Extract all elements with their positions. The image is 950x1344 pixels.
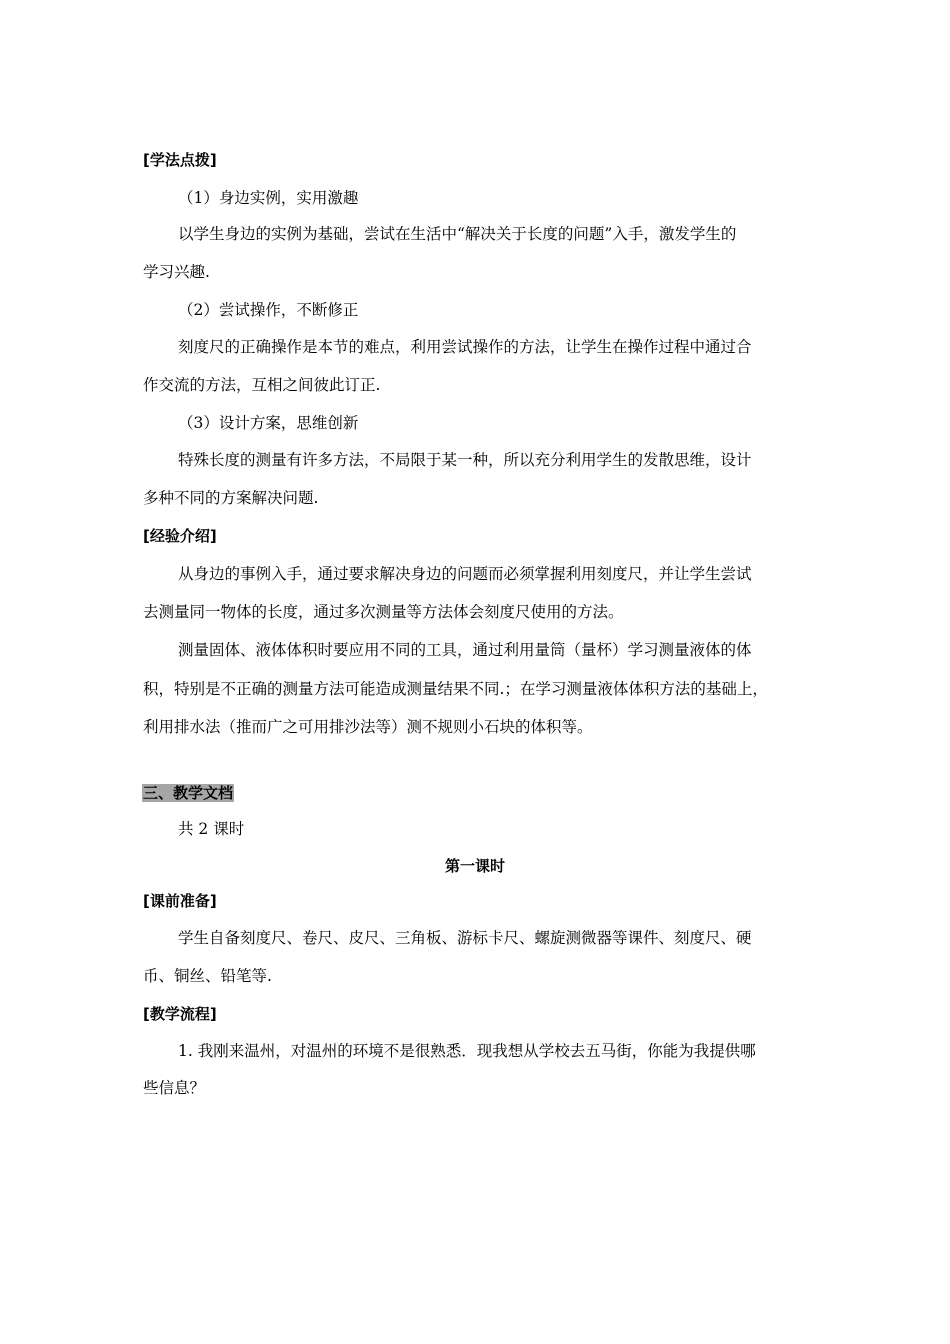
xuefa-item1-title: （1）身边实例，实用激趣 (178, 189, 359, 207)
flow-line2: 些信息？ (143, 1079, 206, 1097)
jingyan-p2-line1: 测量固体、液体体积时要应用不同的工具，通过利用量筒（量杯）学习测量液体的体 (178, 641, 752, 659)
xuefa-heading: [学法点拨] (143, 151, 217, 169)
xuefa-item3-text-line1: 特殊长度的测量有许多方法，不局限于某一种，所以充分利用学生的发散思维，设计 (178, 451, 752, 469)
xuefa-item2-text-line1: 刻度尺的正确操作是本节的难点，利用尝试操作的方法，让学生在操作过程中通过合 (178, 338, 752, 356)
jingyan-heading: [经验介绍] (143, 527, 217, 545)
xuefa-item3-title: （3）设计方案，思维创新 (178, 414, 359, 432)
jingyan-p2-line3: 利用排水法（推而广之可用排沙法等）测不规则小石块的体积等。 (143, 718, 593, 736)
xuefa-item1-text-line2: 学习兴趣. (143, 263, 210, 281)
jingyan-p1-line2: 去测量同一物体的长度，通过多次测量等方法体会刻度尺使用的方法。 (143, 603, 624, 621)
prep-line2: 币、铜丝、铅笔等. (143, 967, 272, 985)
xuefa-item2-title: （2）尝试操作，不断修正 (178, 301, 359, 319)
lesson-title: 第一课时 (444, 857, 505, 875)
section3-title (142, 783, 234, 803)
flow-heading: [教学流程] (143, 1005, 217, 1023)
prep-heading: [课前准备] (143, 892, 217, 910)
xuefa-item2-text-line2: 作交流的方法，互相之间彼此订正. (143, 376, 381, 394)
lesson-total: 共 2 课时 (178, 820, 245, 838)
jingyan-p2-line2: 积，特别是不正确的测量方法可能造成测量结果不同.；在学习测量液体体积方法的基础上， (143, 680, 768, 698)
section3-title-highlight: 三、教学文档 (143, 784, 234, 802)
xuefa-item1-text-line1: 以学生身边的实例为基础，尝试在生活中“解决关于长度的问题”入手，激发学生的 (178, 225, 737, 243)
prep-line1: 学生自备刻度尺、卷尺、皮尺、三角板、游标卡尺、螺旋测微器等课件、刻度尺、硬 (178, 929, 752, 947)
jingyan-p1-line1: 从身边的事例入手，通过要求解决身边的问题而必须掌握利用刻度尺，并让学生尝试 (178, 565, 752, 583)
xuefa-item3-text-line2: 多种不同的方案解决问题. (143, 489, 319, 507)
flow-line1: 1. 我刚来温州，对温州的环境不是很熟悉．现我想从学校去五马街，你能为我提供哪 (178, 1042, 756, 1060)
